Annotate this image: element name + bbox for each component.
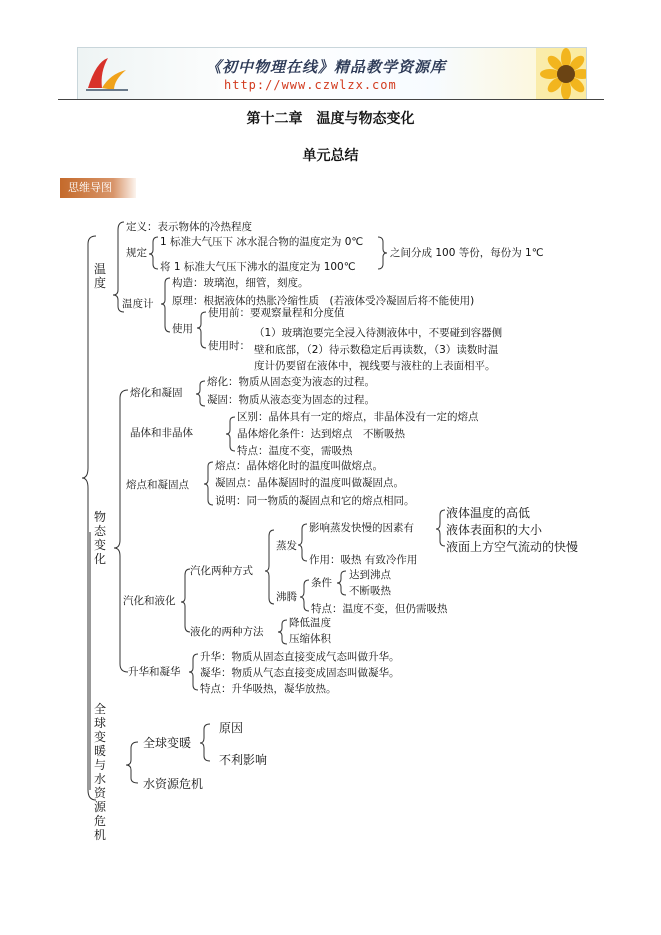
melt-label: 熔化和凝固 xyxy=(130,387,183,399)
temp-definition: 定义：表示物体的冷热程度 xyxy=(126,221,252,233)
deposition: 凝华：物质从气态直接变成固态叫做凝华。 xyxy=(200,667,400,679)
during-use-label: 使用时： xyxy=(208,340,250,352)
boil-brace xyxy=(300,580,309,611)
vapor-ways-brace xyxy=(265,530,274,604)
during-use-2: 壁和底部，（2）待示数稳定后再读数，（3）读数时温 xyxy=(254,344,499,356)
rule-boil: 将 1 标准大气压下沸水的温度定为 100℃ xyxy=(160,261,356,273)
crystal-label: 晶体和非晶体 xyxy=(130,427,193,439)
thermo-brace xyxy=(161,278,170,332)
vapor-label: 汽化和液化 xyxy=(123,595,176,607)
crystal-cond: 晶体熔化条件：达到熔点 不断吸热 xyxy=(237,428,405,440)
rule-brace xyxy=(149,237,158,269)
evap-factor-3: 液面上方空气流动的快慢 xyxy=(446,540,579,554)
liquefy-2: 压缩体积 xyxy=(289,633,331,645)
vapor-ways-label: 汽化两种方式 xyxy=(190,565,253,577)
point-brace xyxy=(204,462,213,505)
point-note: 说明：同一物质的凝固点和它的熔点相同。 xyxy=(215,495,415,507)
liquefy-1: 降低温度 xyxy=(289,617,331,629)
rule-right-brace xyxy=(378,237,387,269)
evap-effect: 作用：吸热 有致冷作用 xyxy=(309,554,418,566)
before-use: 使用前：要观察量程和分度值 xyxy=(208,307,345,319)
evap-factor-2: 液体表面积的大小 xyxy=(446,523,543,537)
melting-point: 熔点：晶体熔化时的温度叫做熔点。 xyxy=(215,460,383,472)
usage-brace xyxy=(197,312,206,348)
usage-label: 使用 xyxy=(172,323,193,335)
crystal-brace xyxy=(226,417,235,451)
crystal-diff: 区别：晶体具有一定的熔点，非晶体没有一定的熔点 xyxy=(237,411,479,423)
evap-brace xyxy=(298,524,307,561)
water-crisis: 水资源危机 xyxy=(143,777,204,791)
section-tag: 思维导图 xyxy=(60,178,136,198)
sublim-label: 升华和凝华 xyxy=(128,666,181,678)
liquefy-brace xyxy=(278,620,287,644)
evap-label: 蒸发 xyxy=(276,540,297,552)
rule-divide: 之间分成 100 等份，每份为 1℃ xyxy=(390,247,544,259)
warming-brace xyxy=(200,724,210,761)
state-change-label: 物态变化 xyxy=(93,510,106,566)
chapter-title: 第十二章 温度与物态变化 xyxy=(246,111,415,127)
rule-label: 规定 xyxy=(126,247,147,259)
construction: 构造：玻璃泡，细管，刻度。 xyxy=(172,277,309,289)
boil-cond-2: 不断吸热 xyxy=(349,585,391,597)
sublimation: 升华：物质从固态直接变成气态叫做升华。 xyxy=(200,651,400,663)
melt-brace xyxy=(196,381,205,406)
melting: 熔化：物质从固态变为液态的过程。 xyxy=(207,376,375,388)
vapor-brace xyxy=(181,569,190,632)
thermometer-label: 温度计 xyxy=(122,298,154,310)
evap-factors-label: 影响蒸发快慢的因素有 xyxy=(309,522,414,534)
banner-url[interactable]: http://www.czwlzx.com xyxy=(224,78,397,92)
solidifying: 凝固：物质从液态变为固态的过程。 xyxy=(207,394,375,406)
during-use-1: （1）玻璃泡要完全浸入待测液体中，不要碰到容器侧 xyxy=(254,327,503,339)
evap-factor-1: 液体温度的高低 xyxy=(446,506,531,520)
principle: 原理：根据液体的热胀冷缩性质 (若液体受冷凝固后将不能使用) xyxy=(172,295,475,307)
boil-cond-1: 达到沸点 xyxy=(349,569,391,581)
rule-ice: 1 标准大气压下 冰水混合物的温度定为 0℃ xyxy=(160,236,364,248)
freezing-point: 凝固点：晶体凝固时的温度叫做凝固点。 xyxy=(215,477,404,489)
crystal-feat: 特点：温度不变，需吸热 xyxy=(237,445,353,457)
during-use-3: 度计仍要留在液体中，视线要与液柱的上表面相平。 xyxy=(254,360,496,372)
harm: 不利影响 xyxy=(219,753,268,767)
factor-brace xyxy=(436,510,445,546)
sublim-brace xyxy=(189,654,198,690)
global-label: 全球变暖与水资源危机 xyxy=(93,702,106,842)
sublim-feat: 特点：升华吸热，凝华放热。 xyxy=(200,683,337,695)
boil-cond-label: 条件 xyxy=(311,577,332,589)
cause: 原因 xyxy=(219,721,244,735)
point-label: 熔点和凝固点 xyxy=(126,479,189,491)
liquefy-label: 液化的两种方法 xyxy=(190,626,264,638)
temperature-label: 温度 xyxy=(93,262,106,290)
warming-label: 全球变暖 xyxy=(143,736,192,750)
state-brace xyxy=(114,390,128,672)
boil-feat: 特点：温度不变，但仍需吸热 xyxy=(311,603,448,615)
global-brace xyxy=(126,742,138,783)
boil-label: 沸腾 xyxy=(276,591,297,603)
boil-cond-brace xyxy=(337,571,346,595)
banner-title: 《初中物理在线》精品教学资源库 xyxy=(206,58,447,76)
unit-title: 单元总结 xyxy=(302,148,359,164)
